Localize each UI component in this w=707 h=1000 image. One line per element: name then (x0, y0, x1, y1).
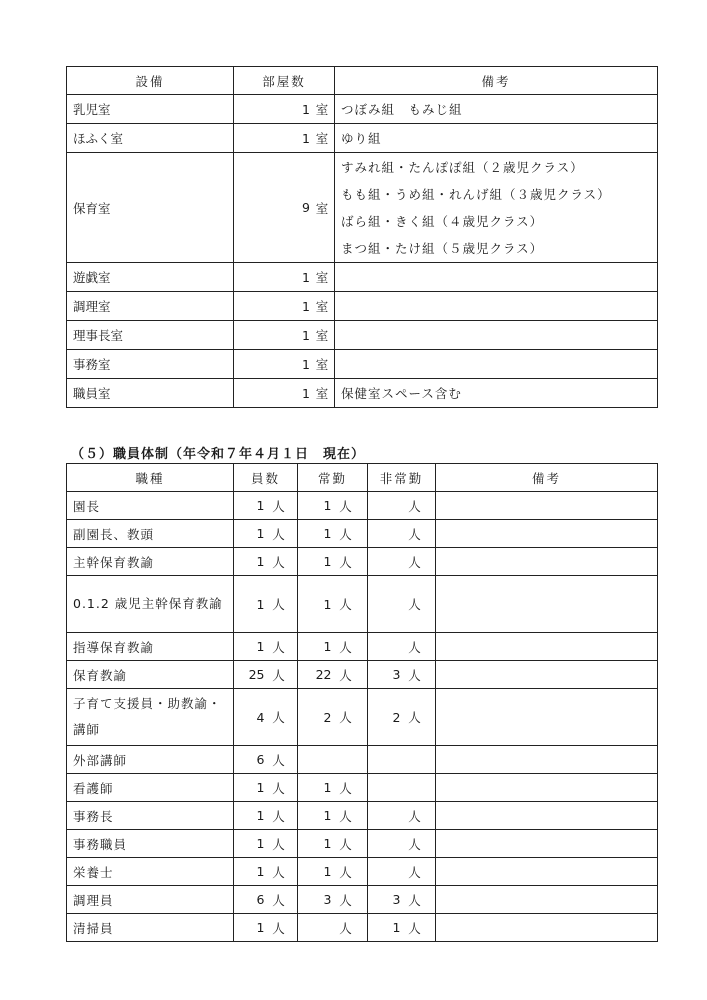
staff-full-time-value: 1 (323, 526, 332, 541)
staff-role (67, 830, 234, 858)
staff-full-time-unit: 人 (339, 836, 352, 852)
staff-note (436, 746, 658, 774)
staff-full-time (298, 919, 367, 937)
staff-full-time-value: 1 (323, 498, 332, 513)
staff-total-cell (234, 802, 298, 830)
staff-part-time-value: 2 (392, 709, 401, 725)
staff-part-time-unit: 人 (408, 498, 421, 514)
staff-part-time (368, 595, 435, 613)
staff-note (436, 802, 658, 830)
staff-total-value: 1 (256, 808, 265, 823)
staff-header-row (67, 464, 658, 492)
staff-total-value: 1 (256, 836, 265, 851)
facility-notes (335, 379, 658, 408)
staff-body (67, 492, 658, 942)
staff-row (67, 633, 658, 661)
staff-full-time (298, 863, 367, 881)
staff-total-value: 6 (256, 752, 265, 767)
facilities-table (66, 66, 658, 408)
staff-total-value: 1 (256, 526, 265, 541)
staff-full-time-value: 1 (323, 596, 332, 612)
facility-row (67, 263, 658, 292)
staff-part-time-cell (368, 774, 436, 802)
staff-full-time-value: 3 (323, 892, 332, 907)
staff-full-time (298, 553, 367, 571)
staff-row (67, 830, 658, 858)
staff-full-time-unit: 人 (339, 498, 352, 514)
header-staff-notes: 備考 (436, 464, 658, 492)
staff-role (67, 886, 234, 914)
facility-count-cell (234, 321, 335, 350)
staff-total (234, 595, 297, 613)
staff-part-time (368, 497, 435, 515)
staff-full-time-cell (298, 802, 368, 830)
facility-notes (335, 263, 658, 292)
staff-total-cell (234, 858, 298, 886)
staff-row (67, 520, 658, 548)
staff-total (234, 708, 297, 726)
facility-name: 保育室 (67, 153, 234, 263)
facility-notes (335, 153, 658, 263)
staff-note (436, 774, 658, 802)
header-facility: 設備 (67, 67, 234, 95)
staff-note (436, 689, 658, 746)
staff-full-time-unit: 人 (339, 864, 352, 880)
staff-role-label: 栄養士 (73, 864, 114, 880)
staff-full-time-value: 1 (323, 864, 332, 879)
staff-full-time-cell (298, 746, 368, 774)
staff-total-cell (234, 914, 298, 942)
staff-total (234, 638, 297, 656)
staff-full-time-unit: 人 (339, 808, 352, 824)
staff-role (67, 520, 234, 548)
staff-part-time-cell (368, 858, 436, 886)
staff-part-time-cell (368, 492, 436, 520)
staff-total-cell (234, 774, 298, 802)
facility-note-line: まつ組・たけ組（５歳児クラス） (341, 240, 544, 256)
staff-total-unit: 人 (272, 597, 285, 612)
staff-total-unit: 人 (272, 667, 285, 683)
staff-total-unit: 人 (272, 554, 285, 570)
staff-full-time (298, 666, 367, 684)
staff-part-time-cell (368, 914, 436, 942)
section-title: （５）職員体制（年令和７年４月１日 現在） (71, 447, 366, 462)
facilities-body (67, 95, 658, 408)
staff-full-time (298, 525, 367, 543)
staff-role-label: 調理員 (73, 892, 114, 908)
staff-role-label: 保育教諭 (73, 667, 128, 683)
staff-total-cell (234, 492, 298, 520)
staff-row (67, 576, 658, 633)
header-role: 職種 (67, 464, 234, 492)
staff-part-time (368, 919, 435, 937)
staff-total (234, 751, 297, 769)
facility-count-unit: 室 (315, 200, 329, 216)
facility-note-line: すみれ組・たんぽぽ組（２歳児クラス） (341, 159, 584, 175)
staff-role (67, 802, 234, 830)
staff-total (234, 919, 297, 937)
facility-count-unit: 室 (315, 131, 329, 146)
facility-count-cell (234, 350, 335, 379)
staff-note (436, 661, 658, 689)
facility-count (234, 297, 334, 315)
staff-full-time-cell (298, 858, 368, 886)
facility-count (234, 384, 334, 402)
staff-total (234, 807, 297, 825)
staff-full-time (298, 595, 367, 613)
staff-total-cell (234, 746, 298, 774)
staff-total-unit: 人 (272, 920, 285, 936)
staff-total-unit: 人 (272, 892, 285, 908)
staff-role-label: 事務職員 (73, 836, 128, 852)
staff-full-time (298, 779, 367, 797)
staff-total-cell (234, 830, 298, 858)
staff-full-time-cell (298, 576, 368, 633)
facility-row (67, 350, 658, 379)
staff-part-time (368, 807, 435, 825)
staff-part-time-unit: 人 (408, 597, 421, 612)
facility-count (234, 129, 334, 147)
facility-count (234, 326, 334, 344)
header-total: 員数 (234, 464, 298, 492)
staff-total-cell (234, 661, 298, 689)
staff-full-time-value: 1 (323, 808, 332, 823)
staff-full-time-value: 1 (323, 780, 332, 795)
staff-role (67, 746, 234, 774)
facility-count-cell (234, 124, 335, 153)
staff-full-time-unit: 人 (339, 554, 352, 570)
facility-row (67, 379, 658, 408)
staff-total-unit: 人 (272, 710, 285, 725)
staff-row (67, 858, 658, 886)
header-notes: 備考 (335, 67, 658, 95)
facility-count-unit: 室 (315, 328, 329, 343)
staff-part-time-cell (368, 548, 436, 576)
staff-part-time-cell (368, 802, 436, 830)
facility-name: 調理室 (67, 292, 234, 321)
staff-role (67, 914, 234, 942)
facility-count (234, 268, 334, 286)
staff-part-time-cell (368, 886, 436, 914)
facility-name: 遊戯室 (67, 263, 234, 292)
staff-total (234, 525, 297, 543)
staff-full-time (298, 807, 367, 825)
staff-row (67, 548, 658, 576)
facility-count-unit: 室 (315, 102, 329, 117)
staff-part-time-unit: 人 (408, 710, 421, 725)
staff-part-time-cell (368, 830, 436, 858)
staff-total-unit: 人 (272, 526, 285, 542)
facility-note-line: ゆり組 (341, 130, 382, 146)
staff-total-unit: 人 (272, 639, 285, 655)
staff-full-time-unit: 人 (339, 597, 352, 612)
facility-row (67, 124, 658, 153)
staff-part-time-cell (368, 689, 436, 746)
staff-full-time-cell (298, 548, 368, 576)
facility-count-value: 1 (302, 269, 310, 285)
staff-part-time-value: 1 (392, 920, 401, 935)
facility-count-unit: 室 (315, 357, 329, 372)
facility-count-value: 1 (302, 385, 310, 401)
staff-full-time (298, 497, 367, 515)
staff-total (234, 863, 297, 881)
facility-count (234, 100, 334, 118)
staff-row (67, 886, 658, 914)
staff-full-time-cell (298, 661, 368, 689)
staff-full-time-unit: 人 (339, 667, 352, 683)
staff-part-time-cell (368, 576, 436, 633)
staff-full-time-value: 1 (323, 836, 332, 851)
facility-count-value: 9 (302, 200, 310, 215)
staff-total (234, 497, 297, 515)
staff-role (67, 689, 234, 746)
staff-total-cell (234, 633, 298, 661)
staff-part-time (368, 638, 435, 656)
facility-note-line: ばら組・きく組（４歳児クラス） (341, 213, 544, 229)
facility-note-line: 保健室スペース含む (341, 385, 462, 401)
facility-note-line: つぼみ組 もみじ組 (341, 101, 463, 117)
staff-total (234, 835, 297, 853)
staff-part-time-unit: 人 (408, 920, 421, 936)
header-room-count: 部屋数 (234, 67, 335, 95)
facility-count-unit: 室 (315, 270, 329, 285)
staff-role-label: 副園長、教頭 (73, 526, 155, 542)
staff-full-time (298, 835, 367, 853)
facility-count-value: 1 (302, 356, 310, 372)
staff-full-time-cell (298, 774, 368, 802)
facility-row (67, 321, 658, 350)
facility-note-line: もも組・うめ組・れんげ組（３歳児クラス） (341, 186, 611, 202)
facility-count-cell (234, 263, 335, 292)
staff-total-value: 25 (248, 667, 265, 682)
staff-part-time-value: 3 (392, 892, 401, 907)
staff-total-cell (234, 520, 298, 548)
facility-row (67, 95, 658, 124)
staff-part-time (368, 835, 435, 853)
facility-notes (335, 292, 658, 321)
staff-part-time (368, 863, 435, 881)
staff-role-label: 子育て支援員・助教諭・講師 (73, 696, 222, 737)
staff-full-time-unit: 人 (339, 639, 352, 655)
staff-full-time-cell (298, 830, 368, 858)
header-part-time: 非常勤 (368, 464, 436, 492)
facility-count (234, 199, 334, 217)
staff-part-time (368, 553, 435, 571)
staff-full-time-unit: 人 (339, 892, 352, 908)
staff-total (234, 891, 297, 909)
staff-part-time-unit: 人 (408, 892, 421, 908)
staff-full-time (298, 638, 367, 656)
staff-part-time-unit: 人 (408, 864, 421, 880)
staff-part-time (368, 525, 435, 543)
staff-part-time-cell (368, 520, 436, 548)
staff-role-label: 清掃員 (73, 920, 114, 936)
facility-name: 理事長室 (67, 321, 234, 350)
staff-total-unit: 人 (272, 498, 285, 514)
facility-count-value: 1 (302, 101, 310, 117)
staff-total-cell (234, 886, 298, 914)
staff-note (436, 858, 658, 886)
facility-notes (335, 95, 658, 124)
staff-role (67, 858, 234, 886)
staff-full-time-value: 22 (315, 667, 332, 682)
staff-total (234, 553, 297, 571)
staff-total-value: 6 (256, 892, 265, 907)
facility-name: 事務室 (67, 350, 234, 379)
staff-role (67, 661, 234, 689)
staff-role (67, 774, 234, 802)
staff-row (67, 914, 658, 942)
facilities-header-row (67, 67, 658, 95)
facility-count-unit: 室 (315, 299, 329, 314)
staff-row (67, 689, 658, 746)
facility-count-cell (234, 95, 335, 124)
staff-part-time-cell (368, 633, 436, 661)
staff-row (67, 661, 658, 689)
facility-row (67, 292, 658, 321)
staff-total-cell (234, 689, 298, 746)
facility-name: 乳児室 (67, 95, 234, 124)
staff-full-time-cell (298, 520, 368, 548)
staff-role (67, 492, 234, 520)
staff-note (436, 633, 658, 661)
staff-total-value: 4 (256, 709, 265, 725)
staff-full-time-cell (298, 633, 368, 661)
facility-count-cell (234, 379, 335, 408)
staff-total-cell (234, 576, 298, 633)
staff-note (436, 914, 658, 942)
staff-total-value: 1 (256, 780, 265, 795)
staff-full-time-value: 1 (323, 639, 332, 654)
staff-role (67, 576, 234, 633)
staff-full-time (298, 708, 367, 726)
staff-row (67, 802, 658, 830)
staff-full-time-unit: 人 (339, 710, 352, 725)
staff-total-value: 1 (256, 920, 265, 935)
staff-total-value: 1 (256, 864, 265, 879)
staff-note (436, 886, 658, 914)
staff-role-label: 看護師 (73, 780, 114, 796)
facility-count-unit: 室 (315, 386, 329, 401)
staff-row (67, 746, 658, 774)
staff-total-unit: 人 (272, 808, 285, 824)
staff-part-time-value: 3 (392, 667, 401, 682)
staff-note (436, 830, 658, 858)
facility-count-value: 1 (302, 327, 310, 343)
staff-total (234, 666, 297, 684)
staff-part-time-cell (368, 746, 436, 774)
staff-part-time-unit: 人 (408, 667, 421, 683)
staff-role-label: 主幹保育教諭 (73, 554, 155, 570)
staff-role-label: 園長 (73, 498, 101, 514)
staff-full-time-cell (298, 914, 368, 942)
facility-notes (335, 350, 658, 379)
facility-count (234, 355, 334, 373)
facility-count-value: 1 (302, 298, 310, 314)
staff-table (66, 463, 658, 942)
staff-part-time-unit: 人 (408, 554, 421, 570)
staff-total-value: 1 (256, 498, 265, 513)
staff-role-label: 0.1.2 歳児主幹保育教諭 (73, 596, 223, 611)
staff-note (436, 576, 658, 633)
staff-part-time-unit: 人 (408, 526, 421, 542)
staff-role-label: 外部講師 (73, 752, 128, 768)
staff-full-time-unit: 人 (339, 526, 352, 542)
staff-row (67, 774, 658, 802)
staff-part-time-unit: 人 (408, 639, 421, 655)
staff-full-time-cell (298, 492, 368, 520)
staff-total-unit: 人 (272, 752, 285, 768)
staff-total-cell (234, 548, 298, 576)
staff-full-time-cell (298, 689, 368, 746)
staff-total-unit: 人 (272, 780, 285, 796)
staff-note (436, 548, 658, 576)
staff-total-value: 1 (256, 596, 265, 612)
staff-total-value: 1 (256, 639, 265, 654)
staff-note (436, 492, 658, 520)
staff-total-unit: 人 (272, 836, 285, 852)
facility-name: ほふく室 (67, 124, 234, 153)
staff-part-time (368, 891, 435, 909)
staff-full-time-cell (298, 886, 368, 914)
staff-row (67, 492, 658, 520)
staff-total (234, 779, 297, 797)
staff-part-time (368, 708, 435, 726)
staff-total-value: 1 (256, 554, 265, 569)
staff-role-label: 指導保育教諭 (73, 639, 155, 655)
header-full-time: 常勤 (298, 464, 368, 492)
staff-role (67, 633, 234, 661)
facility-notes (335, 124, 658, 153)
staff-part-time-cell (368, 661, 436, 689)
staff-full-time-unit: 人 (339, 780, 352, 796)
staff-full-time-unit: 人 (339, 920, 352, 936)
facility-row (67, 153, 658, 263)
facility-notes (335, 321, 658, 350)
facility-count-value: 1 (302, 130, 310, 146)
staff-part-time-unit: 人 (408, 808, 421, 824)
staff-full-time-value: 2 (323, 709, 332, 725)
staff-total-unit: 人 (272, 864, 285, 880)
staff-full-time-value: 1 (323, 554, 332, 569)
staff-part-time (368, 666, 435, 684)
facility-name: 職員室 (67, 379, 234, 408)
staff-part-time-unit: 人 (408, 836, 421, 852)
staff-full-time (298, 891, 367, 909)
staff-role (67, 548, 234, 576)
facility-count-cell (234, 153, 335, 263)
staff-role-label: 事務長 (73, 808, 114, 824)
facility-count-cell (234, 292, 335, 321)
staff-note (436, 520, 658, 548)
